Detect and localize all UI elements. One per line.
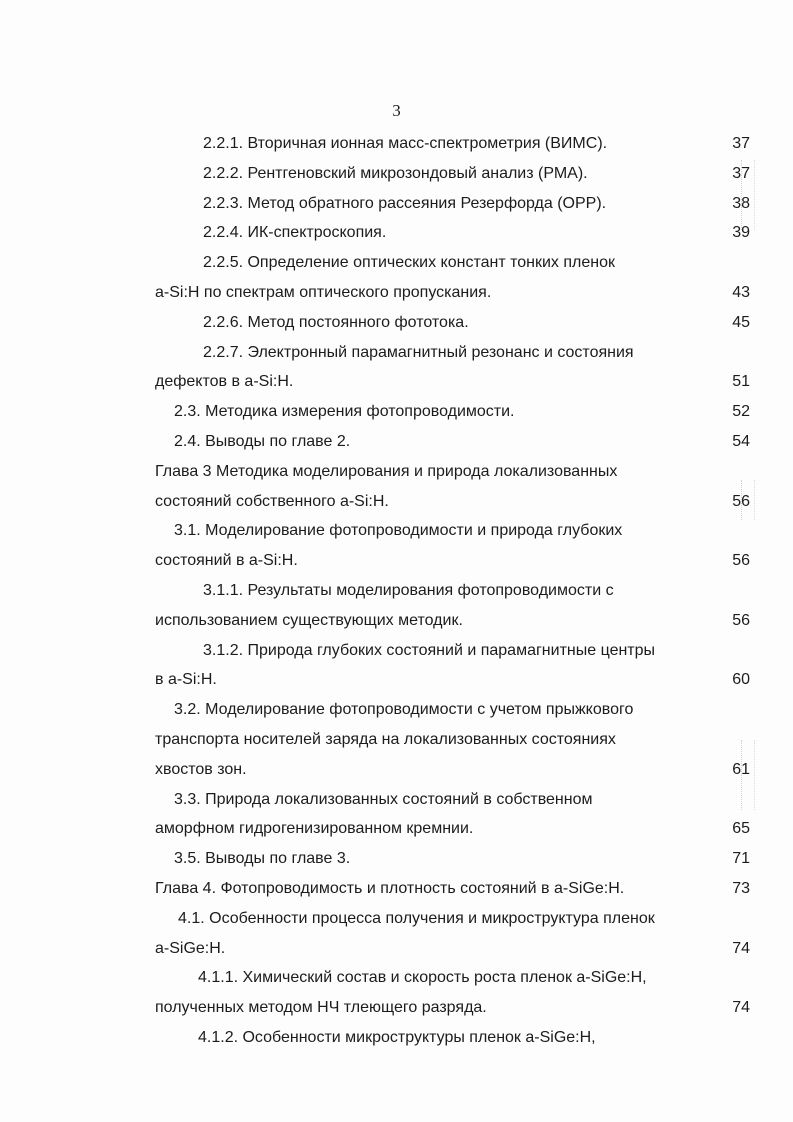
toc-entry-text: в a-Si:H. xyxy=(155,671,217,689)
toc-entry-page: 65 xyxy=(732,820,750,838)
toc-entry-text: использованием существующих методик. xyxy=(155,611,463,629)
toc-entry-text: аморфном гидрогенизированном кремнии. xyxy=(155,820,474,838)
toc-entry xyxy=(0,934,793,964)
toc-entry xyxy=(0,278,793,308)
toc-entry xyxy=(0,457,793,487)
toc-entry-text: 4.1. Особенности процесса получения и микроструктура пленок xyxy=(178,909,655,927)
toc-entry-page: 74 xyxy=(732,939,750,957)
toc-entry-page: 60 xyxy=(732,671,750,689)
toc-entry-text: состояний в a-Si:H. xyxy=(155,552,298,570)
page-number: 3 xyxy=(392,101,401,120)
toc-entry xyxy=(0,874,793,904)
toc-entry-page: 56 xyxy=(732,492,750,510)
toc-entry xyxy=(0,993,793,1023)
toc-entry-text: 3.5. Выводы по главе 3. xyxy=(174,850,351,868)
toc-entry-text: Глава 4. Фотопроводимость и плотность состояний в a-SiGe:H. xyxy=(155,879,625,897)
toc-entry xyxy=(0,189,793,219)
toc-entry xyxy=(0,576,793,606)
toc-entry xyxy=(0,129,793,159)
toc-entry xyxy=(0,665,793,695)
scan-artifact xyxy=(741,740,755,810)
toc-entry-text: 2.2.3. Метод обратного рассеяния Резерфорда (ОРР). xyxy=(203,194,607,212)
toc-entry-text: 2.2.4. ИК-спектроскопия. xyxy=(203,224,387,242)
toc-entry xyxy=(0,963,793,993)
toc-entry-text: дефектов в a-Si:H. xyxy=(155,373,294,391)
toc-entry-text: хвостов зон. xyxy=(155,760,247,778)
toc-entry-page: 71 xyxy=(732,850,750,868)
toc-entry xyxy=(0,814,793,844)
toc-entry xyxy=(0,695,793,725)
toc-entry xyxy=(0,487,793,517)
toc-entry xyxy=(0,785,793,815)
toc-entry-page: 45 xyxy=(732,313,750,331)
toc-entry-text: 3.1. Моделирование фотопроводимости и природа глубоких xyxy=(174,522,623,540)
toc-entry-page: 51 xyxy=(732,373,750,391)
toc-entry xyxy=(0,1023,793,1053)
scan-artifact xyxy=(741,480,755,520)
toc-entry-page: 56 xyxy=(732,552,750,570)
toc-entry-text: 2.2.1. Вторичная ионная масс-спектрометрия (ВИМС). xyxy=(203,135,608,152)
toc-entry-text: полученных методом НЧ тлеющего разряда. xyxy=(155,999,487,1017)
toc-entry xyxy=(0,516,793,546)
toc-entry xyxy=(0,546,793,576)
toc-entry xyxy=(0,427,793,457)
toc-entry-page: 54 xyxy=(732,432,750,450)
toc-entry xyxy=(0,367,793,397)
toc-entry xyxy=(0,248,793,278)
toc-entry xyxy=(0,338,793,368)
toc-entry-page: 43 xyxy=(732,283,750,301)
toc-entry xyxy=(0,606,793,636)
toc-entry-text: 4.1.1. Химический состав и скорость роста пленок a-SiGe:H, xyxy=(198,969,647,987)
toc-entry-page: 61 xyxy=(732,760,750,778)
toc-entry-text: 4.1.2. Особенности микроструктуры пленок a-SiGe:H, xyxy=(198,1028,596,1046)
toc-entry-text: a-SiGe:H. xyxy=(155,939,226,957)
toc-entry xyxy=(0,755,793,785)
toc-entry-text: транспорта носителей заряда на локализованных состояниях xyxy=(155,730,616,748)
toc-entry xyxy=(0,844,793,874)
toc-entry xyxy=(0,159,793,189)
toc-entry-page: 74 xyxy=(732,999,750,1017)
toc-entry xyxy=(0,636,793,666)
toc-entry xyxy=(0,904,793,934)
toc-entry-text: 3.2. Моделирование фотопроводимости с учетом прыжкового xyxy=(174,701,634,719)
table-of-contents xyxy=(0,129,793,1053)
toc-entry xyxy=(0,218,793,248)
toc-entry-text: 2.2.6. Метод постоянного фототока. xyxy=(203,313,469,331)
scan-artifact xyxy=(741,160,755,230)
toc-entry-text: 2.2.2. Рентгеновский микрозондовый анализ (РМА). xyxy=(203,164,588,182)
toc-entry-text: 3.1.1. Результаты моделирования фотопроводимости с xyxy=(203,581,614,599)
toc-entry-page: 37 xyxy=(732,135,750,152)
toc-entry xyxy=(0,725,793,755)
toc-entry-page: 73 xyxy=(732,879,750,897)
toc-entry-page: 56 xyxy=(732,611,750,629)
toc-entry-text: 2.3. Методика измерения фотопроводимости. xyxy=(174,403,515,421)
toc-entry xyxy=(0,397,793,427)
toc-entry-text: состояний собственного a-Si:H. xyxy=(155,492,389,510)
toc-entry-page: 52 xyxy=(732,403,750,421)
toc-entry-text: a-Si:H по спектрам оптического пропускания. xyxy=(155,283,492,301)
toc-entry-text: 2.2.5. Определение оптических констант тонких пленок xyxy=(203,254,615,272)
toc-entry-text: 3.3. Природа локализованных состояний в собственном xyxy=(174,790,593,808)
toc-entry xyxy=(0,308,793,338)
toc-entry-page: 37 xyxy=(732,164,750,182)
toc-entry-page: 39 xyxy=(732,224,750,242)
toc-entry-text: Глава 3 Методика моделирования и природа локализованных xyxy=(155,462,618,480)
toc-entry-text: 3.1.2. Природа глубоких состояний и парамагнитные центры xyxy=(203,641,656,659)
toc-entry-page: 38 xyxy=(732,194,750,212)
toc-entry-text: 2.4. Выводы по главе 2. xyxy=(174,432,351,450)
toc-entry-text: 2.2.7. Электронный парамагнитный резонанс и состояния xyxy=(203,343,634,361)
